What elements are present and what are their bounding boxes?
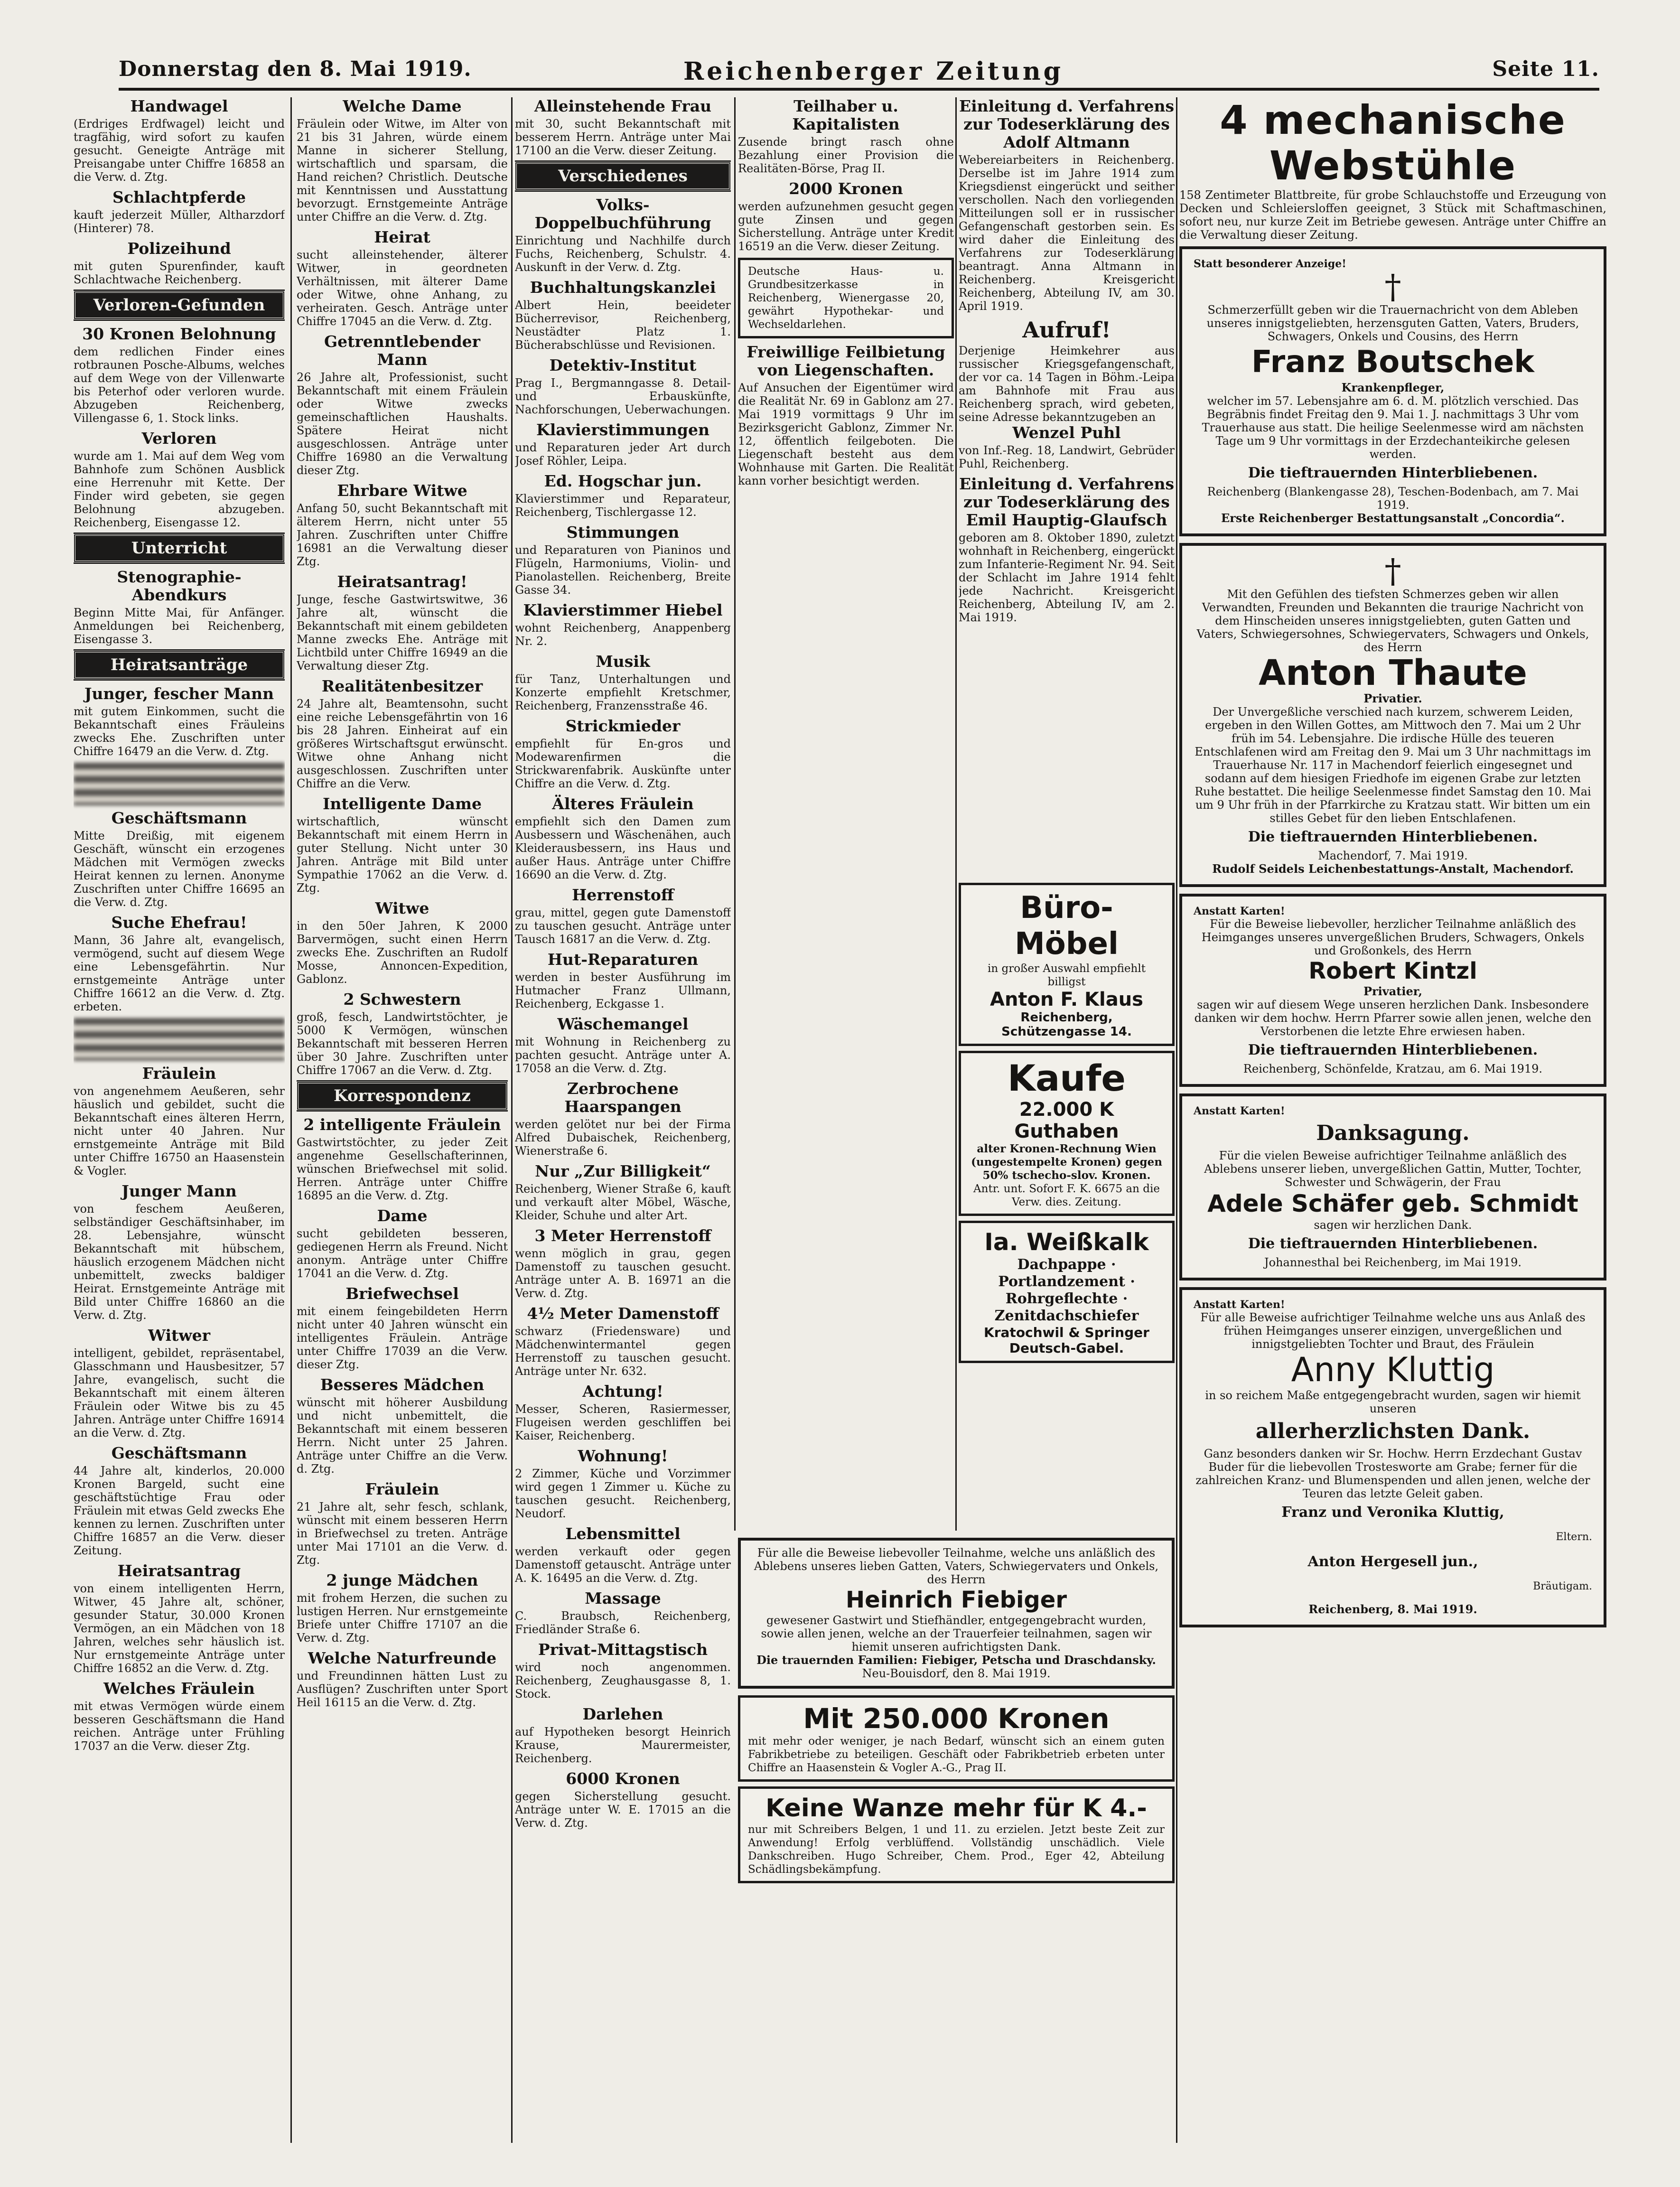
classified-ad [515,1705,731,1765]
notice-text: sagen wir auf diesem Wege unseren herzlichen Dank. Insbesondere danken wir dem hochw. Herrn Pfarrer sowie allen jenen, welche den Verstorbenen die letzte Ehre erwiesen haben. [1194,998,1592,1038]
notice-text: Für die vielen Beweise aufrichtiger Teilnahme anläßlich des Ablebens unserer lieben, unvergeßlichen Gattin, Mutter, Tochter, Schwester und Schwägerin, der Frau [1204,1149,1582,1189]
classified-ad [515,1770,731,1830]
death-notice [1179,543,1606,887]
deceased-name: Robert Kintzl [1308,958,1477,984]
deceased-name: Anny Kluttig [1291,1350,1495,1389]
ad-text: mit gutem Einkommen, sucht die Bekanntschaft eines Fräuleins zwecks Ehe. Zuschriften unter Chiffre 16479 an die Verw. d. Ztg. [74,705,285,758]
classified-ad [74,568,285,646]
ad-heading: Zerbrochene Haarspangen [564,1079,681,1116]
ad-text: von einem intelligenten Herrn, Witwer, 45 Jahre alt, schöner, gesunder Statur, 30.000 Kronen Vermögen, an ein Mädchen von 18 Jahren, welches sehr häuslich ist. Nur ernstgemeinte Anträge unter Chiffre 16852 an die Verw. d. Ztg. [74,1582,285,1675]
classified-ad [74,240,285,286]
ad-heading: Fräulein [142,1064,216,1083]
ad-text: und Reparaturen von Pianinos und Flügeln, Harmoniums, Violin- und Pianolastellen. Reichenberg, Breite Gasse 34. [515,543,731,597]
ad-text: wohnt Reichenberg, Anappenberg Nr. 2. [515,621,731,648]
classified-ad [74,1562,285,1675]
notice-text: Schmerzerfüllt geben wir die Trauernachricht von dem Ableben unseres innigstgeliebten, herzensguten Gatten, Vaters, Bruders, Schwagers, Onkels und Cousins, des Herrn [1206,303,1579,343]
notice-date: Reichenberg, Schönfelde, Kratzau, am 6. Mai 1919. [1243,1062,1543,1075]
ad-text: für Tanz, Unterhaltungen und Konzerte empfiehlt Kretschmer, Reichenberg, Franzensstraße 46. [515,673,731,712]
ad-heading: Ia. Weißkalk [984,1228,1149,1256]
undertaker: Erste Reichenberger Bestattungsanstalt „Concordia“. [1221,511,1565,525]
ad-text: in großer Auswahl empfiehlt billigst [988,963,1146,988]
ad-heading: Herrenstoff [572,886,674,904]
cross-icon: † [1384,551,1401,590]
ad-text: 44 Jahre alt, kinderlos, 20.000 Kronen Bargeld, sucht eine geschäftstüchtige Frau oder Fräulein mit etwas Geld zwecks Ehe kennen zu lernen. Zuschriften unter Chiffre 16857 an die Verw. dieser Zeitung. [74,1464,285,1557]
ad-text: Einrichtung und Nachhilfe durch Fuchs, Reichenberg, Schulstr. 4. Auskunft in der Verw. d. Ztg. [515,234,731,274]
ad-heading: Klavierstimmungen [536,421,709,439]
classified-ad [297,899,508,986]
ad-heading: Klavierstimmer Hiebel [523,601,723,619]
ad-heading: Büro-Möbel [1015,890,1119,962]
ad-text: auf Hypotheken besorgt Heinrich Krause, Maurermeister, Reichenberg. [515,1725,731,1765]
ad-heading: Fräulein [365,1480,439,1498]
ad-heading: Ed. Hogschar jun. [544,472,702,490]
bank-ad [738,258,954,338]
classified-ad [74,1327,285,1439]
classified-ad [515,795,731,881]
ad-text: Anfang 50, sucht Bekanntschaft mit älterem Herrn, nicht unter 55 Jahren. Zuschriften unter Chiffre 16981 an die Verwaltung dieser Ztg. [297,502,508,568]
ad-heading: Verloren [141,429,217,448]
classified-ad [74,1065,285,1178]
pest-control-ad [738,1786,1175,1883]
notice-signature: Die tieftrauernden Hinterbliebenen. [1248,1235,1538,1252]
ad-text: 24 Jahre alt, Beamtensohn, sucht eine reiche Lebensgefährtin von 16 bis 28 Jahren. Einheirat auf ein größeres Wirtschaftsgut erwünscht. Witwe ohne Anhang nicht ausgeschlossen. Zuschriften unter Chiffre an die Verw. [297,697,508,790]
ad-heading: Handwagel [130,97,228,115]
ad-heading: Kaufe [1008,1057,1126,1099]
ad-heading: Polizeihund [127,239,231,258]
ad-heading: Freiwillige Feilbietung von Liegenschaften. [747,343,945,379]
ad-text: wünscht mit höherer Ausbildung und nicht unbemittelt, die Bekanntschaft mit einem besseren Herrn. Nicht unter 25 Jahren. Anträge unter Chiffre an die Verw. d. Ztg. [297,1396,508,1476]
notice-text: gewesener Gastwirt und Stiefhändler, entgegengebracht wurden, sowie allen jenen, welche an der Trauerfeier teilnahmen, sagen wir hiemit unseren aufrichtigsten Dank. [761,1614,1152,1654]
classified-ad [297,482,508,568]
ad-heading: Detektiv-Institut [549,356,697,374]
ad-heading: Besseres Mädchen [320,1375,485,1394]
classified-ad [515,279,731,352]
ad-heading: Achtung! [582,1382,663,1401]
ad-text: von Inf.-Reg. 18, Landwirt, Gebrüder Puhl, Reichenberg. [959,444,1175,470]
ad-heading: Volks-Doppelbuchführung [534,196,711,232]
classified-ad [515,1162,731,1222]
ad-text: mit Wohnung in Reichenberg zu pachten gesucht. Anträge unter A. 17058 an die Verw. d. Ztg. [515,1035,731,1075]
ad-heading: Älteres Fräulein [552,794,694,813]
ad-heading: Keine Wanze mehr für K 4.- [765,1794,1147,1822]
classified-ad [74,914,285,1013]
ad-heading: Einleitung d. Verfahrens zur Todeserklärung des Emil Hauptig-Glaufsch [959,475,1175,529]
ad-heading: Junger Mann [121,1182,237,1200]
ad-heading: Lebensmittel [565,1524,681,1543]
purchase-ad [959,1051,1175,1216]
signature-role: Eltern. [1556,1531,1592,1543]
classified-ad [515,356,731,416]
notice-text: sagen wir herzlichen Dank. [1314,1218,1472,1232]
ad-heading: 2 junge Mädchen [326,1571,478,1589]
ad-text: in den 50er Jahren, K 2000 Barvermögen, sucht einen Herrn zwecks Ehe. Zuschriften an Rudolf Mosse, Annoncen-Expedition, Gablonz. [297,919,508,986]
ad-heading: Alleinstehende Frau [534,97,712,115]
ad-heading: Stenographie-Abendkurs [117,568,242,604]
ad-text: Derjenige Heimkehrer aus russischer Kriegsgefangenschaft, der vor ca. 14 Tagen in Böhm.-Leipa am Bahnhofe mit Frau aus Reichenberg sprach, wird gebeten, seine Adresse bekanntzugeben an [959,344,1175,424]
ad-text: mit einem feingebildeten Herrn nicht unter 40 Jahren wünscht ein intelligentes Fräulein. Anträge unter Chiffre 17039 an die Verw. dieser Ztg. [297,1305,508,1371]
ad-text: mit mehr oder weniger, je nach Bedarf, wünscht sich an einem guten Fabrikbetriebe zu beteiligen. Geschäft oder Fabrikbetrieb erbeten unter Chiffre an Haasenstein & Vogler A.-G., Prag II. [748,1735,1165,1774]
notice-signature: Die tieftrauernden Hinterbliebenen. [1248,829,1538,845]
classified-ad [738,97,954,175]
signature-parents: Franz und Veronika Kluttig, [1281,1504,1504,1521]
ad-text: Reichenberg, Wiener Straße 6, kauft und verkauft alter Möbel, Wäsche, Kleider, Schuhe und alter Art. [515,1182,731,1222]
ad-text: sucht gebildeten besseren, gediegenen Herrn als Freund. Nicht anonym. Anträge unter Chiffre 17041 an die Verw. d. Ztg. [297,1227,508,1280]
classified-ad [515,97,731,157]
column-rule [734,97,736,1531]
ad-heading: Suche Ehefrau! [111,913,247,932]
ad-heading: 2 intelligente Fräulein [303,1115,501,1134]
ad-heading: Teilhaber u. Kapitalisten [792,97,900,133]
ad-heading: Geschäftsmann [111,809,247,827]
section-heading: Heiratsanträge [74,651,285,679]
ad-text: mit etwas Vermögen würde einem besseren Geschäftsmann die Hand reichen. Anträge unter Frühling 17037 an die Verw. dieser Ztg. [74,1700,285,1753]
section-heading: Verschiedenes [515,162,731,190]
deceased-role: Krankenpfleger, [1341,381,1445,394]
notice-text: welcher im 57. Lebensjahre am 6. d. M. plötzlich verschied. Das Begräbnis findet Freitag den 9. Mai 1. J. nachmittags 3 Uhr vom Trauerhause aus statt. Die heilige Seelenmesse wird am nächsten Tage um 9 Uhr vormittags in der Erzdechanteikirche gelesen werden. [1202,394,1584,461]
ad-text: groß, fesch, Landwirtstöchter, je 5000 K Vermögen, wünschen Bekanntschaft mit besseren Herren über 30 Jahre. Zuschriften unter Chiffre 17067 an die Verw. d. Ztg. [297,1010,508,1077]
ad-text: Zusende bringt rasch ohne Bezahlung einer Provision die Realitäten-Börse, Prag II. [738,135,954,175]
classified-ad [515,1641,731,1701]
classified-ad [297,1376,508,1476]
notice-title: Danksagung. [1316,1121,1470,1145]
death-notice [1179,246,1606,536]
ad-text: von feschem Aeußeren, selbständiger Geschäftsinhaber, im 28. Lebensjahre, wünscht Bekanntschaft mit hübschem, häuslich erzogenem Mädchen nicht unbemittelt, zwecks baldiger Heirat. Ernstgemeinte Anträge mit Bild unter Chiffre 16860 an die Verw. d. Ztg. [74,1202,285,1322]
ad-text: werden aufzunehmen gesucht gegen gute Zinsen und gegen Sicherstellung. Anträge unter Kredit 16519 an die Verw. dieser Zeitung. [738,200,954,253]
classified-ad [74,1182,285,1322]
ad-heading: Getrenntlebender Mann [324,332,481,369]
thank-you-notice [1179,1094,1606,1280]
deceased-name: Heinrich Fiebiger [845,1587,1067,1613]
ad-text: Klavierstimmer und Reparateur, Reichenberg, Tischlergasse 12. [515,492,731,519]
ad-text: C. Braubsch, Reichenberg, Friedländer Straße 6. [515,1609,731,1636]
column-rule [511,97,513,2143]
ad-text: werden in bester Ausführung im Hutmacher Franz Ullmann, Reichenberg, Eckgasse 1. [515,971,731,1010]
ad-text: dem redlichen Finder eines rotbraunen Posche-Albums, welches auf dem Wege von der Villenwarte bis Peterhof oder verloren wurde. Abzugeben Reichenberg, Villengasse 6, 1. Stock links. [74,345,285,425]
classified-ad [297,1285,508,1371]
ad-heading: Dame [377,1206,428,1225]
classified-ad [74,325,285,425]
classified-ad [74,809,285,909]
classified-ad [297,1207,508,1280]
ad-heading: Darlehen [582,1705,663,1723]
column-rule [290,97,292,2143]
display-ads [959,878,1175,1368]
classified-ad [297,795,508,895]
classified-ad [74,430,285,529]
ad-text: 2 Zimmer, Küche und Vorzimmer wird gegen 1 Zimmer u. Küche zu tauschen gesucht. Reichenberg, Neudorf. [515,1467,731,1520]
notice-text: Für die Beweise liebevoller, herzlicher Teilnahme anläßlich des Heimganges unseres unvergeßlichen Bruders, Schwagers, Onkels und Großonkels, des Herrn [1201,917,1585,957]
notice-text: Für alle Beweise aufrichtiger Teilnahme welche uns aus Anlaß des frühen Heimganges unserer einzigen, unvergeßlichen und innigstgeliebten Tochter und Braut, des Fräulein [1200,1311,1586,1351]
ad-text: nur mit Schreibers Belgen, 1 und 11. zu erzielen. Jetzt beste Zeit zur Anwendung! Erfolg verblüffend. Vollständig unschädlich. Viele Dankschreiben. Hugo Schreiber, Chem. Prod., Eger 42, Abteilung Schädlingsbekämpfung. [748,1823,1165,1876]
person-name: Wenzel Puhl [1012,423,1121,442]
ad-text: empfiehlt sich den Damen zum Ausbessern und Wäschenähen, auch Kleiderausbessern, ins Haus und außer Haus. Anträge unter Chiffre 16690 an die Verw. d. Ztg. [515,815,731,881]
blurred-text [74,763,285,805]
classified-ad [297,1571,508,1645]
column-rule [955,97,957,1531]
classified-ad [74,1680,285,1753]
classified-ad [515,1383,731,1442]
ad-text: Mitte Dreißig, mit eigenem Geschäft, wünscht ein erzogenes Mädchen mit Vermögen zwecks Heirat kennen zu lernen. Anonyme Zuschriften unter Chiffre 16695 an die Verw. d. Ztg. [74,829,285,909]
column-rule [1176,97,1177,2143]
ad-heading: Wäschemangel [557,1015,689,1033]
deceased-name: Adele Schäfer geb. Schmidt [1207,1190,1578,1217]
firm-name: Kratochwil & Springer Deutsch-Gabel. [984,1325,1149,1356]
notice-text: Der Unvergeßliche verschied nach kurzem, schwerem Leiden, ergeben in den Willen Gottes, am Mittwoch den 7. Mai um 2 Uhr früh im 54. Lebensjahre. Die irdische Hülle des teueren Entschlafenen wird am Freitag den 9. Mai um 3 Uhr nachmittags im Trauerhause Nr. 117 in Machendorf feierlich eingesegnet und sodann auf dem hiesigen Friedhofe im eigenen Grabe zur letzten Ruhe bestattet. Die heilige Seelenmesse findet Samstag den 10. Mai um 9 Uhr früh in der Pfarrkirche zu Kratzau statt. Wir bitten um ein stilles Gebet für den lieben Entschlafenen. [1195,705,1591,825]
signature-role: Bräutigam. [1533,1580,1592,1592]
notice-date: Reichenberg (Blankengasse 28), Teschen-Bodenbach, am 7. Mai 1919. [1207,485,1579,512]
notice-signature: Die tieftrauernden Hinterbliebenen. [1248,1042,1538,1058]
ad-heading: Einleitung d. Verfahrens zur Todeserklärung des Adolf Altmann [959,97,1175,151]
ad-text: alter Kronen-Rechnung Wien (ungestempelte Kronen) gegen 50% tschecho-slov. Kronen. [971,1142,1162,1182]
ad-text: werden gelötet nur bei der Firma Alfred Dubaischek, Reichenberg, Wienerstraße 6. [515,1118,731,1158]
column-4 [738,97,954,1531]
ad-text: mit frohem Herzen, die suchen zu lustigen Herren. Nur ernstgemeinte Briefe unter Chiffre 17107 an die Verw. d. Ztg. [297,1591,508,1645]
ad-text: Deutsche Haus- u. Grundbesitzerkasse in Reichenberg, Wienergasse 20, gewährt Hypothekar- und Wechseldarlehen. [748,265,944,331]
ad-text: 158 Zentimeter Blattbreite, für grobe Schlauchstoffe und Erzeugung von Decken und Schleiersloffen geeignet, 3 Stück mit Schaftmaschinen, sofort neu, nur kurze Zeit im Betriebe gewesen. Anträge unter Chiffre an die Verwaltung dieser Zeitung. [1179,188,1606,242]
ad-text: Auf Ansuchen der Eigentümer wird die Realität Nr. 69 in Gablonz am 27. Mai 1919 vormittags 9 Uhr im Bezirksgericht Gablonz, Zimmer Nr. 12, öffentlich feilgeboten. Die Liegenschaft besteht aus dem Wohnhause mit Garten. Die Realität kann vorher besichtigt werden. [738,381,954,487]
classified-ad [515,1589,731,1636]
header-rule [119,88,1599,91]
deceased-name: Anton Thaute [1259,653,1527,693]
ad-heading: Mit 250.000 Kronen [803,1702,1110,1735]
ad-heading: 2000 Kronen [789,179,903,198]
ad-heading: 4½ Meter Damenstoff [527,1304,719,1323]
ad-text: (Erdriges Erdfwagel) leicht und tragfähig, wird sofort zu kaufen gesucht. Geneigte Anträge mit Preisangabe unter Chiffre 16858 an die Verw. d. Ztg. [74,117,285,184]
notice-heading: Anstatt Karten! [1194,1299,1285,1311]
classified-ad [297,1649,508,1709]
ad-heading: Schlachtpferde [112,188,246,206]
classified-ad [297,991,508,1077]
ad-text: Webereiarbeiters in Reichenberg. Derselbe ist im Jahre 1914 zum Kriegsdienst eingerückt und seither verschollen. Nach den vorliegenden Mitteilungen soll er in russischer Gefangenschaft gestorben sein. Es wird daher die Einleitung des Verfahrens zur Todeserklärung beantragt. Anna Altmann in Reichenberg. Kreisgericht Reichenberg, Abteilung IV, am 30. April 1919. [959,153,1175,313]
ad-heading: Buchhaltungskanzlei [530,278,716,297]
ad-text: Messer, Scheren, Rasiermesser, Flugeisen werden geschliffen bei Kaiser, Reichenberg. [515,1402,731,1442]
section-heading: Unterricht [74,534,285,562]
classified-ad [515,1305,731,1378]
ad-heading: Briefwechsel [345,1284,459,1303]
ad-heading: Musik [596,652,650,671]
ad-heading: Junger, fescher Mann [84,684,274,703]
ad-text: wurde am 1. Mai auf dem Weg vom Bahnhofe zum Schönen Ausblick eine Herrenuhr mit Kette. Der Finder wird gebeten, sie gegen Belohnung abzugeben. Reichenberg, Eisengasse 12. [74,449,285,529]
classified-ad [515,472,731,519]
ad-contact: Antr. unt. Sofort F. K. 6675 an die Verw. dies. Zeitung. [973,1183,1160,1208]
ad-heading: Privat-Mittagstisch [538,1640,708,1659]
notice-signature: Die trauernden Familien: Fiebiger, Petscha und Draschdansky. [756,1653,1156,1667]
classified-ad [297,333,508,477]
legal-notice [959,475,1175,624]
ad-text: Mann, 36 Jahre alt, evangelisch, vermögend, sucht auf diesem Wege eine Lebensgefährtin. Nur ernstgemeinte Anträge unter Chiffre 16612 an die Verw. d. Ztg. erbeten. [74,934,285,1013]
ad-text: 21 Jahre alt, sehr fesch, schlank, wünscht mit einem besseren Herrn in Briefwechsel zu treten. Anträge unter Mai 17101 an die Verw. d. Ztg. [297,1500,508,1567]
building-materials-ad [959,1221,1175,1363]
notice-date: Johannesthal bei Reichenberg, im Mai 1919. [1264,1256,1521,1269]
ad-heading: Stimmungen [566,523,680,542]
legal-notice [959,97,1175,313]
ad-heading: 4 mechanische Webstühle [1220,97,1566,189]
classified-ad [74,685,285,758]
ad-text: wenn möglich in grau, gegen Damenstoff zu tauschen gesucht. Anträge unter A. B. 16971 an die Verw. d. Ztg. [515,1247,731,1300]
ad-text: kauft jederzeit Müller, Altharzdorf (Hinterer) 78. [74,208,285,235]
thank-you-notice [1179,1287,1606,1627]
ad-heading: 2 Schwestern [343,990,461,1009]
column-1 [74,97,285,2143]
notice-signature: Die tieftrauernden Hinterbliebenen. [1248,465,1538,481]
classified-ad [74,1444,285,1557]
product-list: Dachpappe · Portlandzement · Rohrgeflechte · Zenitdachschiefer [994,1256,1139,1324]
classified-ad [515,1015,731,1075]
notice-text: Mit den Gefühlen des tiefsten Schmerzes geben wir allen Verwandten, Freunden und Bekannten die traurige Nachricht von dem Hinscheiden unseres innigstgeliebten, guten Gatten und Vaters, Schwiegersohnes, Schwiegervaters, Schwagers und Onkels, des Herrn [1196,588,1589,654]
ad-text: mit 30, sucht Bekanntschaft mit besserem Herrn. Anträge unter Mai 17100 an die Verw. dieser Zeitung. [515,117,731,157]
ad-heading: Wohnung! [578,1447,668,1465]
ad-heading: Nur „Zur Billigkeit“ [535,1162,711,1180]
section-heading: Korrespondenz [297,1082,508,1110]
ad-text: werden verkauft oder gegen Damenstoff getauscht. Anträge unter A. K. 16495 an die Verw. d. Ztg. [515,1545,731,1585]
ad-heading: Geschäftsmann [111,1444,247,1462]
ad-heading: Heirat [374,228,430,246]
amount: 22.000 K Guthaben [1014,1099,1119,1142]
signature-groom: Anton Hergesell jun., [1307,1553,1478,1570]
thank-you-notice [1179,894,1606,1087]
ad-text: gegen Sicherstellung gesucht. Anträge unter W. E. 17015 an die Verw. d. Ztg. [515,1790,731,1830]
classified-ad [297,573,508,673]
notice-date: Machendorf, 7. Mai 1919. [1318,849,1468,862]
ad-heading: Hut-Reparaturen [547,950,699,969]
thank-you-notice [738,1538,1175,1689]
ad-text: empfiehlt für En-gros und Modewarenfirmen die Strickwarenfabrik. Auskünfte unter Chiffre an die Verw. d. Ztg. [515,737,731,790]
deceased-role: Privatier, [1363,984,1423,998]
classified-ad [515,1447,731,1520]
classified-ad [515,653,731,712]
classified-ad [74,97,285,184]
ad-text: Gastwirtstöchter, zu jeder Zeit angenehme Gesellschafterinnen, wünschen Briefwechsel mit solid. Herren. Anträge unter Chiffre 16895 an die Verw. d. Ztg. [297,1136,508,1202]
classified-ad [297,228,508,328]
page-header [119,57,1599,85]
classified-ad [515,421,731,467]
notice-heading: Anstatt Karten! [1194,1105,1285,1117]
classified-ad [515,601,731,648]
ad-heading: Ehrbare Witwe [337,481,467,500]
classified-ad [297,677,508,790]
classified-ad [515,1227,731,1300]
ad-heading: Welches Fräulein [103,1679,255,1698]
deceased-name: Franz Boutschek [1251,345,1534,380]
column-2 [297,97,508,2143]
furniture-ad [959,883,1175,1046]
appeal-notice [959,318,1175,470]
cross-icon: † [1384,267,1401,306]
ad-text: Prag I., Bergmanngasse 8. Detail- und Erbauskünfte, Nachforschungen, Ueberwachungen. [515,376,731,416]
wide-notices [738,1538,1175,1888]
ad-heading: Welche Naturfreunde [308,1649,497,1667]
ad-text: und Freundinnen hätten Lust zu Ausflügen? Zuschriften unter Sport Heil 16115 an die Verw. d. Ztg. [297,1669,508,1709]
notice-date: Neu-Bouisdorf, den 8. Mai 1919. [862,1667,1051,1680]
notice-heading: Anstatt Karten! [1194,905,1285,917]
ad-text: von angenehmem Aeußeren, sehr häuslich und gebildet, sucht die Bekanntschaft eines älteren Herrn, nicht unter 40 Jahren. Nur ernstgemeinte Anträge mit Bild unter Chiffre 16750 an Haasenstein & Vogler. [74,1084,285,1178]
ad-text: geboren am 8. Oktober 1890, zuletzt wohnhaft in Reichenberg, eingerückt zum Infanterie-Regiment Nr. 94. Seit der Schlacht im Jahre 1914 fehlt jede Nachricht. Kreisgericht Reichenberg, Abteilung IV, am 2. Mai 1919. [959,531,1175,624]
ad-text: Fräulein oder Witwe, im Alter von 21 bis 31 Jahren, würde einem Manne in sicherer Stellung, wirtschaftlich und sparsam, die Hand reichen? Christlich. Deutsche mit Kenntnissen und Ausstattung bevorzugt. Ernstgemeinte Anträge unter Chiffre an die Verw. d. Ztg. [297,117,508,224]
ad-heading: Intelligente Dame [323,794,482,813]
column-3 [515,97,731,2143]
ad-heading: Welche Dame [343,97,462,115]
classified-ad [515,886,731,946]
ad-text: grau, mittel, gegen gute Damenstoff zu tauschen gesucht. Anträge unter Tausch 16817 an die Verw. d. Ztg. [515,906,731,946]
ad-heading: 3 Meter Herrenstoff [534,1226,711,1245]
notice-heading: Statt besonderer Anzeige! [1194,258,1346,270]
ad-heading: Massage [585,1589,661,1608]
classified-ad [297,1480,508,1567]
classified-ad [515,951,731,1010]
ad-heading: Heiratsantrag! [337,572,467,591]
classified-ad [74,188,285,235]
firm-name: Anton F. Klaus [990,989,1143,1010]
classified-ad [515,1525,731,1585]
ad-text: schwarz (Friedensware) und Mädchenwintermantel gegen Herrenstoff zu tauschen gesucht. Anträge unter Nr. 632. [515,1325,731,1378]
ad-text: Albert Hein, beeideter Bücherrevisor, Reichenberg, Neustädter Platz 1. Bücherabschlüsse und Revisionen. [515,299,731,352]
classified-ad [515,196,731,274]
ad-heading: 30 Kronen Belohnung [82,325,276,343]
classified-ad [515,717,731,790]
ad-heading: Heiratsantrag [117,1561,241,1580]
notice-text: Für alle die Beweise liebevoller Teilnahme, welche uns anläßlich des Ablebens unseres lieben Gatten, Vaters, Schwiegervaters und Onkels, des Herrn [754,1546,1159,1586]
ad-text: wird noch angenommen. Reichenberg, Zeughausgasse 8, 1. Stock. [515,1661,731,1701]
classified-ad [515,1080,731,1158]
ad-heading: Realitätenbesitzer [321,677,483,695]
ad-text: intelligent, gebildet, repräsentabel, Glasschmann und Hausbesitzer, 57 Jahre, evangelisch, sucht die Bekanntschaft mit einem älteren Fräulein oder Witwe bis zu 45 Jahren. Anträge unter Chiffre 16914 an die Verw. d. Ztg. [74,1346,285,1439]
machinery-ad [1179,97,1606,242]
undertaker: Rudolf Seidels Leichenbestattungs-Anstalt, Machendorf. [1212,862,1574,876]
ad-text: 26 Jahre alt, Professionist, sucht Bekanntschaft mit einem Fräulein oder Witwe zwecks gemeinschaftlichen Haushalts. Spätere Heirat nicht ausgeschlossen. Anträge unter Chiffre 16980 an die Verwaltung dieser Ztg. [297,371,508,477]
column-6 [1179,97,1606,2143]
notice-text: Ganz besonders danken wir Sr. Hochw. Herrn Erzdechant Gustav Buder für die liebevollen Trostesworte am Grabe; ferner für die zahlreichen Kranz- und Blumenspenden und allen jenen, welche der Teuren das letzte Geleit gaben. [1195,1447,1590,1500]
ad-heading: Witwer [148,1326,211,1345]
investment-ad [738,1695,1175,1782]
header-date: Donnerstag den 8. Mai 1919. [119,57,472,81]
classified-ad [515,523,731,597]
ad-text: mit guten Spurenfinder, kauft Schlachtwache Reichenberg. [74,260,285,286]
section-heading: Verloren-Gefunden [74,291,285,319]
classified-ad [738,180,954,253]
firm-address: Reichenberg, Schützengasse 14. [1001,1010,1132,1039]
ad-text: Junge, fesche Gastwirtswitwe, 36 Jahre alt, wünscht die Bekanntschaft mit einem gebildeten Manne zwecks Ehe. Anträge mit Lichtbild unter Chiffre 16949 an die Verwaltung dieser Ztg. [297,593,508,673]
classified-ad [297,1116,508,1202]
notice-date: Reichenberg, 8. Mai 1919. [1308,1602,1477,1616]
ad-heading: Witwe [375,899,429,917]
header-page-number: Seite 11. [1492,57,1599,81]
ad-heading: Strickmieder [565,717,681,735]
ad-text: wirtschaftlich, wünscht Bekanntschaft mit einem Herrn in guter Stellung. Nicht unter 30 Jahren. Anträge mit Bild unter Sympathie 17062 an die Verw. d. Ztg. [297,815,508,895]
classified-ad [297,97,508,224]
ad-heading: 6000 Kronen [566,1769,680,1788]
ad-heading: Aufruf! [1022,317,1111,343]
notice-thanks: allerherzlichsten Dank. [1255,1419,1531,1443]
ad-text: Beginn Mitte Mai, für Anfänger. Anmeldungen bei Reichenberg, Eisengasse 3. [74,606,285,646]
ad-text: und Reparaturen jeder Art durch Josef Röhler, Leipa. [515,441,731,467]
deceased-role: Privatier. [1363,692,1422,705]
ad-text: sucht alleinstehender, älterer Witwer, in geordneten Verhältnissen, mit älterer Dame oder Witwe, ohne Anhang, zu verheiraten. Gesch. Anträge unter Chiffre 17045 an die Verw. d. Ztg. [297,248,508,328]
notice-text: in so reichem Maße entgegengebracht wurden, sagen wir hiemit unseren [1205,1389,1581,1415]
blurred-text [74,1018,285,1061]
auction-notice [738,343,954,487]
header-title: Reichenberger Zeitung [683,57,1064,86]
